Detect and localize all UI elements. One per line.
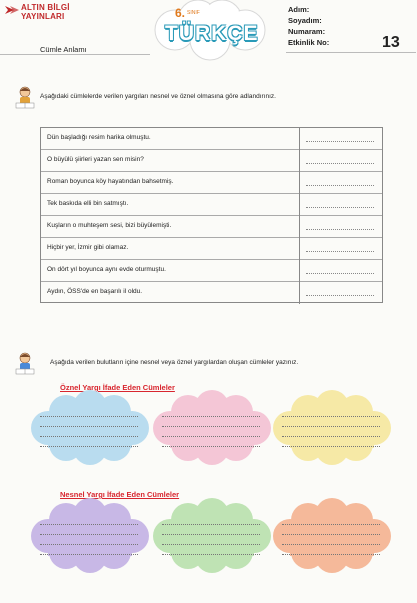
- cloud-purple: [31, 498, 149, 573]
- table-row: [41, 216, 382, 238]
- classification-table: [40, 127, 383, 303]
- sentence-text: Aydın, ÖSS'de en başarılı il oldu.: [47, 288, 143, 295]
- cloud-blue: [31, 390, 149, 465]
- writing-line[interactable]: [40, 426, 138, 427]
- answer-cell[interactable]: [299, 282, 382, 304]
- sentence-text: O büyülü şiirleri yazan sen misin?: [47, 156, 144, 163]
- cloud-pink: [153, 390, 271, 465]
- table-row: [41, 260, 382, 282]
- sentence-text: On dört yıl boyunca aynı evde oturmuştu.: [47, 266, 166, 273]
- writing-line[interactable]: [282, 446, 380, 447]
- section1-instruction: Aşağıdaki cümlelerde verilen yargıları nesnel ve öznel olmasına göre adlandırınız.: [40, 93, 276, 100]
- answer-cell[interactable]: [299, 128, 382, 150]
- student-reading-icon: [14, 352, 36, 378]
- writing-line[interactable]: [40, 436, 138, 437]
- objective-heading: Nesnel Yargı İfade Eden Cümleler: [60, 490, 180, 499]
- header-divider-left: [0, 54, 150, 55]
- writing-line[interactable]: [40, 416, 138, 417]
- writing-line[interactable]: [282, 534, 380, 535]
- cloud-area: [0, 390, 417, 603]
- subject-title: TÜRKÇE: [165, 22, 259, 45]
- name-field-label: Adım:: [288, 5, 310, 14]
- publisher-name-line1: ALTIN BİLGİ: [21, 3, 70, 12]
- cloud-yellow: [273, 390, 391, 465]
- answer-cell[interactable]: [299, 172, 382, 194]
- writing-line[interactable]: [162, 436, 260, 437]
- grade-number: 6.: [175, 6, 186, 20]
- student-reading-icon: [14, 86, 36, 112]
- number-field-label: Numaram:: [288, 27, 326, 36]
- writing-line[interactable]: [162, 416, 260, 417]
- sentence-text: Kuşların o muhteşem sesi, bizi büyülemişti.: [47, 222, 172, 229]
- grade-label: SINIF: [187, 10, 200, 16]
- writing-line[interactable]: [162, 446, 260, 447]
- answer-cell[interactable]: [299, 216, 382, 238]
- subjective-heading: Öznel Yargı İfade Eden Cümleler: [60, 383, 175, 392]
- publisher-name-line2: YAYINLARI: [21, 12, 65, 21]
- table-row: [41, 238, 382, 260]
- writing-line[interactable]: [162, 554, 260, 555]
- writing-line[interactable]: [282, 416, 380, 417]
- sentence-text: Dün başladığı resim harika olmuştu.: [47, 134, 151, 141]
- table-row: [41, 194, 382, 216]
- surname-field-label: Soyadım:: [288, 16, 322, 25]
- sentence-text: Hiçbir yer, İzmir gibi olamaz.: [47, 244, 129, 251]
- writing-line[interactable]: [162, 534, 260, 535]
- writing-line[interactable]: [40, 534, 138, 535]
- header-divider-right: [286, 52, 416, 53]
- writing-line[interactable]: [282, 524, 380, 525]
- activity-number-label: Etkinlik No:: [288, 38, 330, 47]
- sentence-text: Tek baskıda elli bin satmıştı.: [47, 200, 129, 207]
- writing-line[interactable]: [40, 524, 138, 525]
- writing-line[interactable]: [162, 524, 260, 525]
- writing-line[interactable]: [40, 554, 138, 555]
- topic-label: Cümle Anlamı: [40, 45, 87, 54]
- writing-line[interactable]: [282, 544, 380, 545]
- cloud-green: [153, 498, 271, 573]
- table-row: [41, 282, 382, 304]
- table-row: [41, 150, 382, 172]
- cloud-orange: [273, 498, 391, 573]
- writing-line[interactable]: [282, 554, 380, 555]
- answer-cell[interactable]: [299, 150, 382, 172]
- answer-cell[interactable]: [299, 260, 382, 282]
- sentence-text: Roman boyunca köy hayatından bahsetmiş.: [47, 178, 174, 185]
- writing-line[interactable]: [162, 426, 260, 427]
- table-row: [41, 172, 382, 194]
- publisher-logo-icon: [5, 4, 19, 16]
- writing-line[interactable]: [162, 544, 260, 545]
- table-row: [41, 128, 382, 150]
- answer-cell[interactable]: [299, 194, 382, 216]
- answer-cell[interactable]: [299, 238, 382, 260]
- section2-instruction: Aşağıda verilen bulutların içine nesnel veya öznel yargılardan oluşan cümleler yazınız.: [50, 359, 299, 366]
- writing-line[interactable]: [40, 446, 138, 447]
- page-number: 13: [382, 34, 400, 51]
- writing-line[interactable]: [40, 544, 138, 545]
- writing-line[interactable]: [282, 426, 380, 427]
- writing-line[interactable]: [282, 436, 380, 437]
